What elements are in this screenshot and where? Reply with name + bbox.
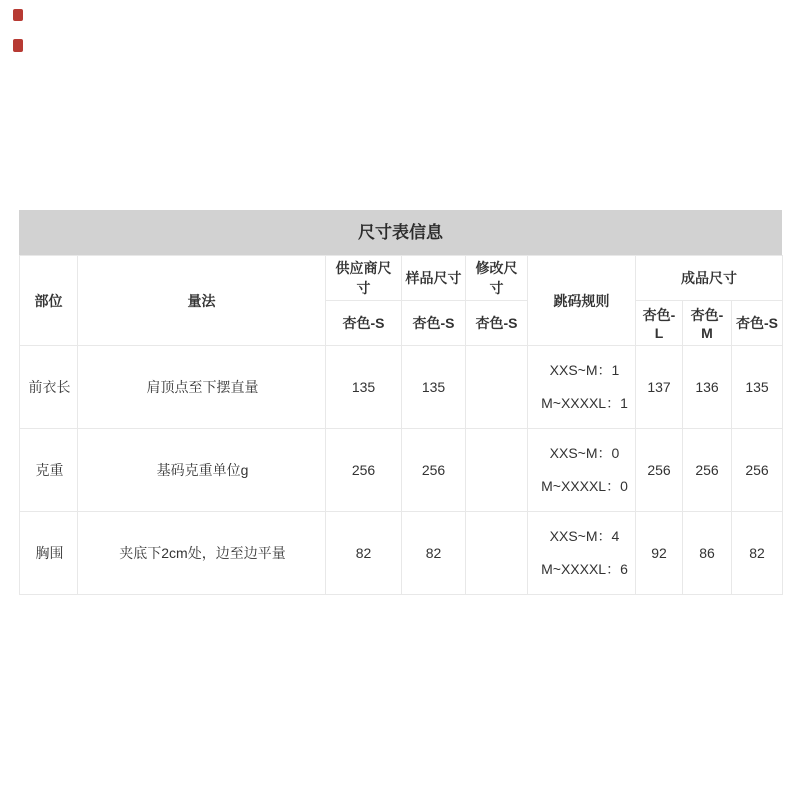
method-cell: 肩顶点至下摆直量 [78, 346, 326, 429]
finished-size-m-value: 256 [683, 429, 732, 512]
table-row-weight [20, 429, 783, 512]
subcol-finished-color-s: 杏色-S [732, 301, 783, 346]
finished-size-l-value: 137 [636, 346, 683, 429]
method-cell: 基码克重单位g [78, 429, 326, 512]
supplier-size-value: 135 [326, 346, 402, 429]
supplier-size-value: 256 [326, 429, 402, 512]
subcol-finished-color-m: 杏色-M [683, 301, 732, 346]
sample-size-value: 135 [402, 346, 466, 429]
jump-rule-line2: M~XXXXL：6 [541, 561, 628, 577]
sample-size-value: 82 [402, 512, 466, 595]
jump-rule-line1: XXS~M：0 [549, 445, 620, 461]
size-chart-table [19, 255, 783, 595]
col-header-modified-size: 修改尺寸 [466, 256, 528, 301]
red-marker-icon [13, 9, 23, 21]
table-row-front-length [20, 346, 783, 429]
jump-rule-line2: M~XXXXL：0 [541, 478, 628, 494]
finished-size-s-value: 256 [732, 429, 783, 512]
col-header-supplier-size: 供应商尺寸 [326, 256, 402, 301]
modified-size-value [466, 512, 528, 595]
table-row-bust [20, 512, 783, 595]
table-header [20, 256, 783, 346]
header-row-groups [20, 256, 783, 301]
finished-size-m-value: 86 [683, 512, 732, 595]
part-cell: 胸围 [20, 512, 78, 595]
jump-rule-cell [528, 512, 636, 595]
size-chart-title: 尺寸表信息 [19, 210, 782, 255]
method-cell: 夹底下2cm处，边至边平量 [78, 512, 326, 595]
part-cell: 克重 [20, 429, 78, 512]
subcol-modified-color-size: 杏色-S [466, 301, 528, 346]
size-chart-section [19, 210, 782, 595]
subcol-finished-color-l: 杏色-L [636, 301, 683, 346]
jump-rule-cell [528, 429, 636, 512]
modified-size-value [466, 429, 528, 512]
subcol-supplier-color-size: 杏色-S [326, 301, 402, 346]
col-header-finished-size: 成品尺寸 [636, 256, 783, 301]
table-body [20, 346, 783, 595]
supplier-size-value: 82 [326, 512, 402, 595]
col-header-jump-rule: 跳码规则 [528, 256, 636, 346]
jump-rule-cell [528, 346, 636, 429]
jump-rule-line1: XXS~M：1 [549, 362, 620, 378]
modified-size-value [466, 346, 528, 429]
finished-size-l-value: 92 [636, 512, 683, 595]
finished-size-s-value: 135 [732, 346, 783, 429]
col-header-sample-size: 样品尺寸 [402, 256, 466, 301]
part-cell: 前衣长 [20, 346, 78, 429]
col-header-part: 部位 [20, 256, 78, 346]
finished-size-m-value: 136 [683, 346, 732, 429]
subcol-sample-color-size: 杏色-S [402, 301, 466, 346]
jump-rule-line1: XXS~M：4 [549, 528, 620, 544]
finished-size-s-value: 82 [732, 512, 783, 595]
finished-size-l-value: 256 [636, 429, 683, 512]
jump-rule-line2: M~XXXXL：1 [541, 395, 628, 411]
sample-size-value: 256 [402, 429, 466, 512]
col-header-method: 量法 [78, 256, 326, 346]
red-marker-icon [13, 39, 23, 52]
